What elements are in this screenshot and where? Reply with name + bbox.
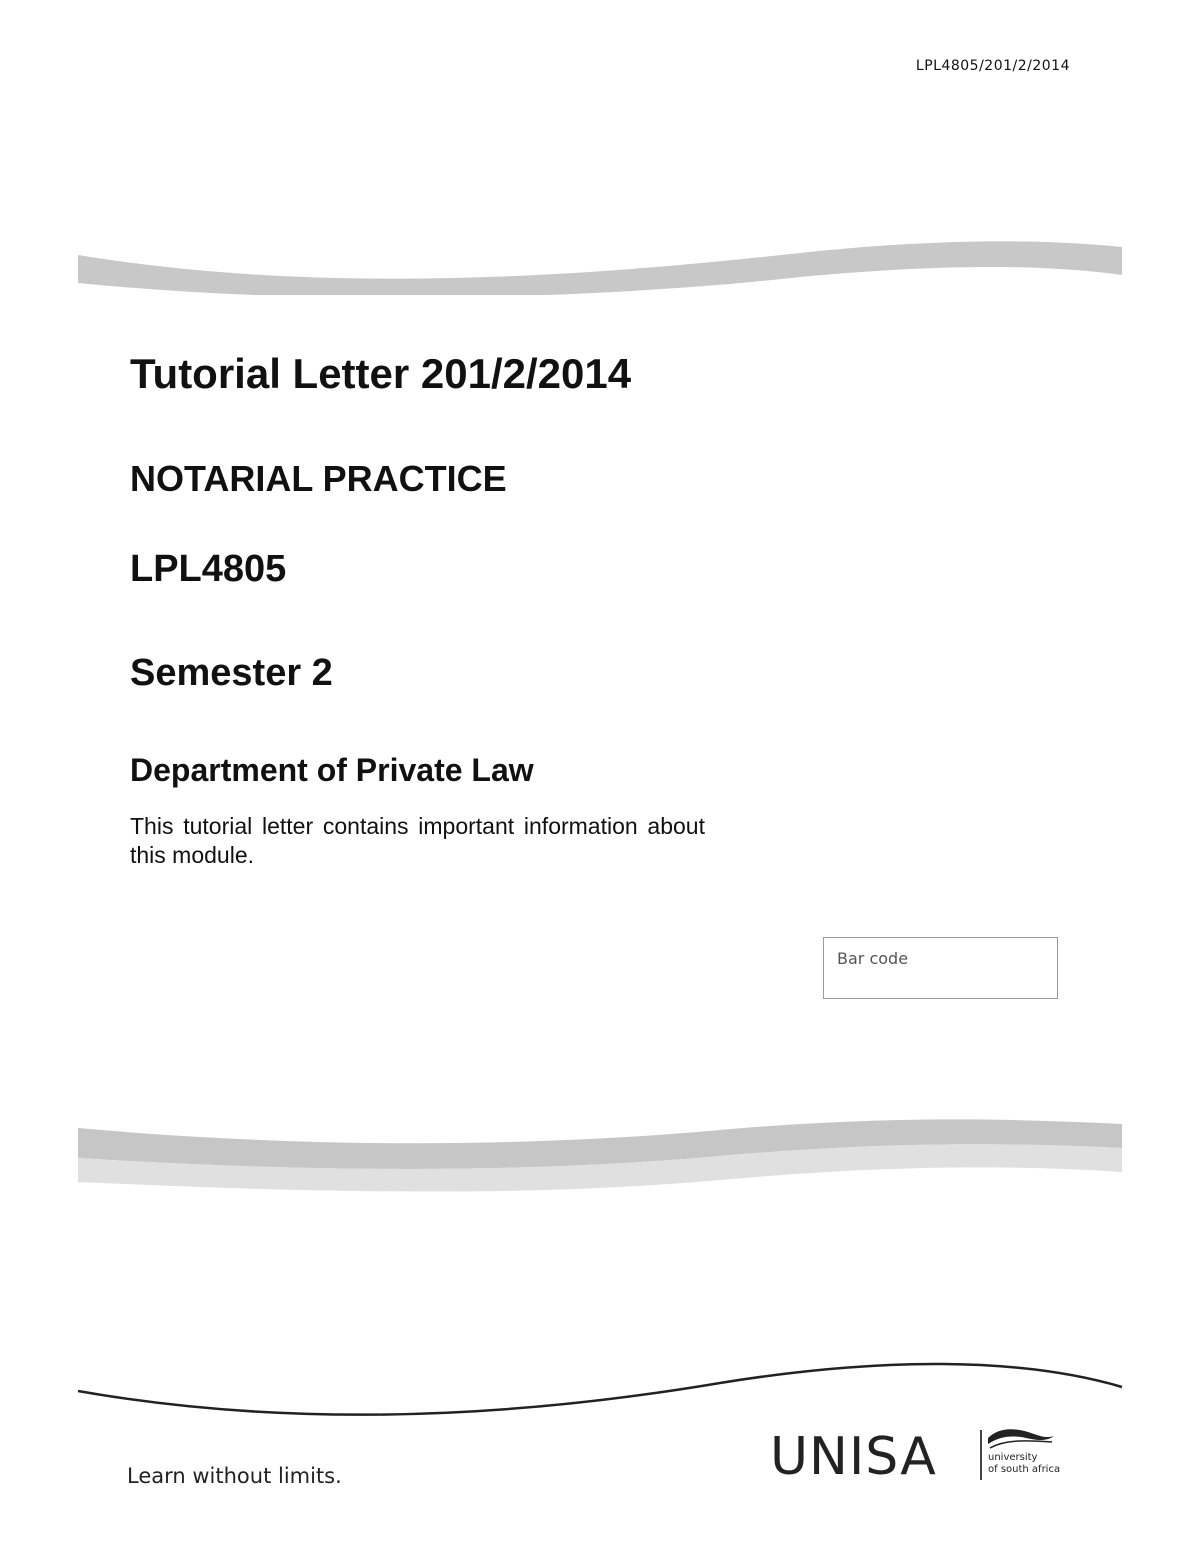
description: This tutorial letter contains important information about this module. bbox=[130, 813, 705, 868]
document-code: LPL4805/201/2/2014 bbox=[915, 58, 1070, 74]
unisa-logo bbox=[770, 1422, 1080, 1492]
semester: Semester 2 bbox=[130, 652, 333, 694]
logo-separator bbox=[980, 1430, 982, 1480]
module-code: LPL4805 bbox=[130, 548, 287, 590]
tagline: Learn without limits. bbox=[127, 1464, 342, 1488]
bottom-wave-decoration bbox=[0, 1090, 1200, 1210]
department: Department of Private Law bbox=[130, 752, 534, 788]
barcode-box bbox=[823, 937, 1058, 999]
barcode-label: Bar code bbox=[837, 949, 909, 968]
logo-wordmark: UNISA bbox=[770, 1427, 937, 1487]
tutorial-letter-title: Tutorial Letter 201/2/2014 bbox=[130, 350, 632, 397]
top-wave-decoration bbox=[0, 225, 1200, 295]
module-name: NOTARIAL PRACTICE bbox=[130, 458, 507, 499]
logo-subtitle: university of south africa bbox=[988, 1452, 1061, 1475]
logo-swoosh-icon bbox=[986, 1426, 1056, 1452]
